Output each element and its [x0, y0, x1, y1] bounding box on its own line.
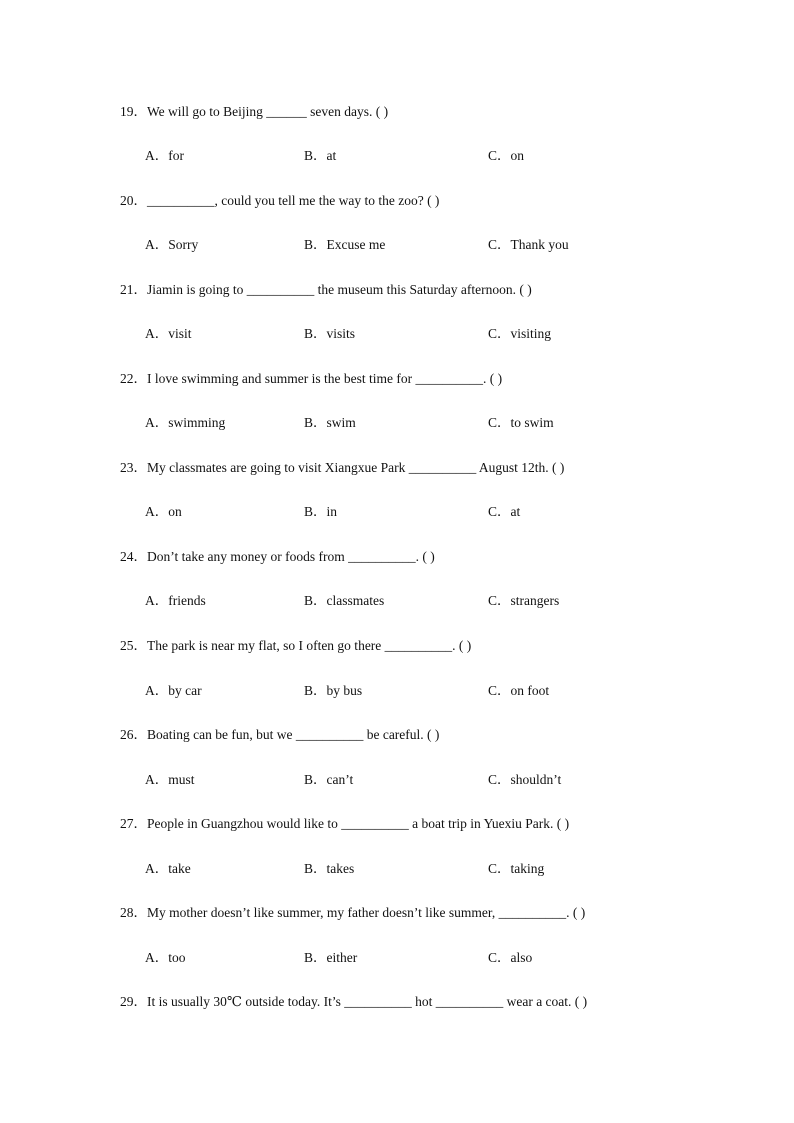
- option-28-c: C．also: [488, 950, 533, 965]
- option-25-c: C．on foot: [488, 683, 550, 698]
- question-25: 25．The park is near my flat, so I often go there __________. ( ): [120, 638, 472, 653]
- option-19-b: B．at: [304, 148, 337, 163]
- option-25-b: B．by bus: [304, 683, 363, 698]
- question-29: 29．It is usually 30℃ outside today. It’s __________ hot __________ wear a coat. ( ): [120, 994, 588, 1009]
- option-25-a: A．by car: [145, 683, 202, 698]
- option-26-c: C．shouldn’t: [488, 772, 562, 787]
- option-19-a: A．for: [145, 148, 184, 163]
- option-26-a: A．must: [145, 772, 195, 787]
- question-28: 28．My mother doesn’t like summer, my father doesn’t like summer, __________. ( ): [120, 905, 586, 920]
- option-23-b: B．in: [304, 504, 338, 519]
- option-27-a: A．take: [145, 861, 191, 876]
- option-20-b: B．Excuse me: [304, 237, 386, 252]
- option-24-b: B．classmates: [304, 593, 385, 608]
- option-22-a: A．swimming: [145, 415, 226, 430]
- option-23-c: C．at: [488, 504, 521, 519]
- question-22: 22．I love swimming and summer is the best time for __________. ( ): [120, 371, 503, 386]
- question-26: 26．Boating can be fun, but we __________ be careful. ( ): [120, 727, 440, 742]
- option-28-b: B．either: [304, 950, 358, 965]
- option-24-a: A．friends: [145, 593, 206, 608]
- option-20-c: C．Thank you: [488, 237, 569, 252]
- option-20-a: A．Sorry: [145, 237, 199, 252]
- question-20: 20．__________, could you tell me the way to the zoo? ( ): [120, 193, 440, 208]
- option-27-b: B．takes: [304, 861, 355, 876]
- question-19: 19．We will go to Beijing ______ seven days. ( ): [120, 104, 389, 119]
- option-23-a: A．on: [145, 504, 182, 519]
- option-22-b: B．swim: [304, 415, 356, 430]
- option-21-b: B．visits: [304, 326, 356, 341]
- option-28-a: A．too: [145, 950, 186, 965]
- option-26-b: B．can’t: [304, 772, 354, 787]
- option-21-c: C．visiting: [488, 326, 552, 341]
- option-22-c: C．to swim: [488, 415, 554, 430]
- option-21-a: A．visit: [145, 326, 192, 341]
- option-24-c: C．strangers: [488, 593, 560, 608]
- question-27: 27．People in Guangzhou would like to __________ a boat trip in Yuexiu Park. ( ): [120, 816, 570, 831]
- option-19-c: C．on: [488, 148, 525, 163]
- option-27-c: C．taking: [488, 861, 545, 876]
- question-23: 23．My classmates are going to visit Xiangxue Park __________ August 12th. ( ): [120, 460, 565, 475]
- question-21: 21．Jiamin is going to __________ the museum this Saturday afternoon. ( ): [120, 282, 532, 297]
- question-24: 24．Don’t take any money or foods from __________. ( ): [120, 549, 435, 564]
